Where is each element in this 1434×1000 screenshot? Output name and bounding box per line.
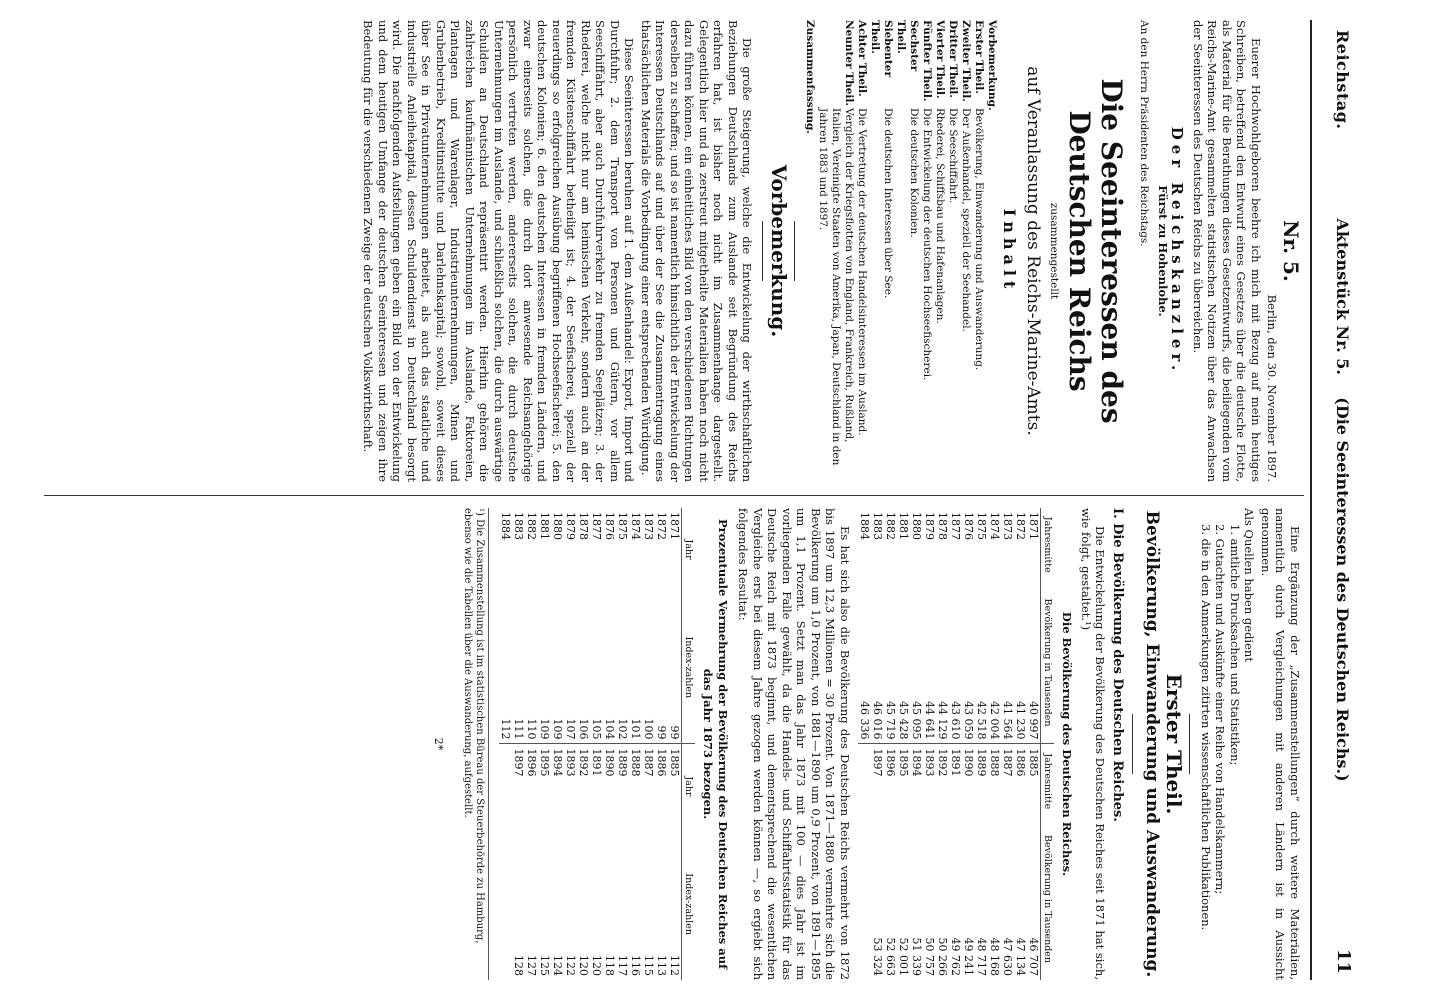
index-table-year: 1875 <box>616 512 629 540</box>
population-table-row <box>1001 508 1014 980</box>
population-table-year: 1877 <box>949 512 962 540</box>
index-table-value: 125 <box>538 955 551 976</box>
index-table-row <box>590 508 603 980</box>
index-table-value: 118 <box>603 955 616 976</box>
left-column <box>34 20 1304 482</box>
index-table-year: 1894 <box>551 744 564 828</box>
table-2-header: Jahr <box>682 508 696 591</box>
prelim-paragraph-2: Diese Seeinteressen beruhen auf 1. dem Außenhandel: Export, Import und Durchfuhr; 2. dem Transport von Personen und Gütern, vor allem Seeschiffahrt, aber auch Durchfuhrverkehr zu fremden Seeplätzen; 3. der Rhederei, welche nicht nur am heimischen Verkehr, sondern auch an der fremden Küstenschiffahrt betheiligt ist; 4. der Seefischerei, speziell der neuerdings so erfolgreichen Ausübung begriffenen Hochseefischerei; 5. den deutschen Kolonien; 6. den deutschen Interessen in fremden Ländern, und zwar einerseits solchen, die durch dort anwesende Reichsangehörige persönlich vertreten werden, andererseits solchen, die durch deutsche Unternehmungen im Auslande, und schließlich solchen, die durch auswärtige Schulden an Deutschland repräsentirt werden. Hierhin gehören die zahlreichen kaufmännischen Unternehmungen im Auslande, Faktoreien, Plantagen und Warenlager, Industrieunternehmungen, Minen und Grubenbetrieb, Kreditinstitute und Darlehnskapital; sowohl, soweit dieses über See in Privatunternehmungen arbeitet, als auch das staatliche und industrielle Anleihekapital, dessen Schuldendienst in Deutschland besorgt wird. Die nachfolgenden Aufstellungen geben ein Bild von der Entwickelung und dem heutigen Umfange der deutschen Seeinteressen und zeigen ihre Bedeutung für die verschiedenen Zweige der deutschen Volkswirthschaft. <box>361 20 637 482</box>
toc-item <box>803 20 816 482</box>
index-table-row <box>655 508 668 980</box>
toc-item-text: Die deutschen Interessen über See. <box>882 108 894 299</box>
population-table-value: 45 428 <box>897 700 910 740</box>
index-table-value: 120 <box>577 955 590 976</box>
index-table-row <box>616 508 629 980</box>
population-table-value: 48 717 <box>975 937 988 976</box>
toc-item <box>972 20 985 482</box>
toc-item-text <box>985 108 998 482</box>
toc-item-label: Fünfter Theil. <box>921 20 933 102</box>
table-1-header: Bevölkerung in Tausenden <box>1041 582 1055 744</box>
prelim-paragraph-1: Die große Steigerung, welche die Entwickelung der wirthschaftlichen Beziehungen Deutschlands zum Auslande seit Begründung des Reichs erfahren hat, ist bisher noch nicht im Zusammenhange dargestellt. Gelegentlich hier und da zerstreut mitgetheilte Materialien haben noch nicht dazu führen können, ein einheitliches Bild von den verschiedenen Richtungen derselben zu schaffen; und so ist namentlich hinsichtlich der Entwickelung der Interessen Deutschlands auf und über der See die Zusammentragung eines thatsächlichen Materials die Vorbedingung einer entsprechenden Würdigung. <box>639 20 755 482</box>
index-table-value: 117 <box>616 955 629 976</box>
analysis-text: Es hat sich also die Bevölkerung des Deutschen Reichs vermehrt von 1872 bis 1897 um 12,3 Millionen = 30 Prozent. Von 1871—1880 vermehrte sich die Bevölkerung um 1,0 Prozent, von 1881—1890 um 0,9 Prozent, von 1891—1895 um 1,1 Prozent. Setzt man das Jahr 1873 mit 100 — dies Jahr ist im vorliegenden Falle gewählt, da die Handels- und Schiffahrtsstatistik für das Deutsche Reich mit 1873 beginnt, und dementsprechend die wesentlichen Vergleiche erst bei diesem Jahre gezogen werden können —, so ergiebt sich folgendes Resultat: <box>736 508 852 980</box>
index-table-year: 1889 <box>616 744 629 828</box>
population-table-year: 1893 <box>923 744 936 818</box>
index-table-year: 1883 <box>512 512 525 540</box>
column-divider <box>44 495 1304 496</box>
index-table-year: 1895 <box>538 744 551 828</box>
population-table-row <box>897 508 910 980</box>
toc-item-text: Rhederei, Schiffsbau und Hafenanlagen. <box>934 108 946 324</box>
table-1-header: Jahresmitte <box>1041 744 1055 818</box>
index-table-year: 1872 <box>655 512 668 540</box>
index-table-value: 109 <box>551 718 564 740</box>
source-item: 2. Gutachten und Auskünfte einer Reihe von Handelskammern; <box>1213 524 1228 895</box>
toc-item <box>816 20 855 482</box>
index-table-year: 1886 <box>655 744 668 828</box>
index-table-value: 99 <box>655 725 668 740</box>
table-2-header: Index-zahlen <box>682 591 696 744</box>
running-header <box>1310 20 1362 980</box>
population-table-value: 43 059 <box>962 700 975 740</box>
index-table-year: 1888 <box>629 744 642 828</box>
index-table-row <box>538 508 551 980</box>
population-table-value: 49 762 <box>949 937 962 976</box>
population-table-year: 1894 <box>910 744 923 818</box>
index-table-year: 1876 <box>603 512 616 540</box>
population-table-year: 1882 <box>884 512 897 540</box>
index-table-year: 1879 <box>564 512 577 540</box>
population-table-year: 1883 <box>871 512 884 540</box>
population-table-value: 42 518 <box>975 700 988 740</box>
population-table-value: 45 095 <box>910 700 923 740</box>
index-table-value: 102 <box>616 718 629 740</box>
index-table-value: 127 <box>525 955 538 976</box>
footnote: ¹) Die Zusammenstellung ist im statistischen Büreau der Steuerbehörde zu Hamburg, ebenso wie die Tabellen über die Auswanderung, aufgestellt. <box>461 508 489 980</box>
right-column <box>34 508 1304 980</box>
index-table-value: 104 <box>603 718 616 740</box>
table-2-header: Jahr <box>682 744 696 828</box>
population-table-value: 49 241 <box>962 937 975 976</box>
population-table-year: 1885 <box>1027 744 1041 818</box>
toc-item-label: Erster Theil. <box>973 20 985 94</box>
index-table-value: 116 <box>629 955 642 976</box>
index-table-value: 122 <box>564 955 577 976</box>
population-table-year: 1886 <box>1014 744 1027 818</box>
index-table-year: 1874 <box>629 512 642 540</box>
index-table-year: 1881 <box>538 512 551 540</box>
index-table-value: 107 <box>564 718 577 740</box>
section-rule <box>763 221 764 281</box>
population-table-value: 50 266 <box>936 937 949 976</box>
population-table-row <box>858 508 871 980</box>
index-table-year: 1896 <box>525 744 538 828</box>
part-heading: Erster Theil. <box>1162 673 1187 815</box>
population-table-year: 1881 <box>897 512 910 540</box>
population-table-value: 42 004 <box>988 700 1001 740</box>
toc-item-label: Zweiter Theil. <box>960 20 972 102</box>
population-table-value: 44 641 <box>923 700 936 740</box>
population-table-year: 1891 <box>949 744 962 818</box>
index-table <box>499 508 695 980</box>
table-1-header: Bevölkerung in Tausenden <box>1041 818 1055 980</box>
population-table-year: 1890 <box>962 744 975 818</box>
section-1-text: Die Entwickelung der Bevölkerung des Deutschen Reiches seit 1871 hat sich, wie folgt, gestaltet.¹) <box>1079 508 1108 980</box>
index-table-row <box>551 508 564 980</box>
header-center-doc: Aktenstück Nr. 5. <box>1333 218 1352 375</box>
population-table-year: 1884 <box>858 512 871 540</box>
population-table-year: 1888 <box>988 744 1001 818</box>
sources-list <box>1199 508 1243 980</box>
index-table-value: 110 <box>525 718 538 740</box>
table-1-header: Jahresmitte <box>1041 508 1055 582</box>
signer-title: Der Reichskanzler. <box>1168 126 1187 376</box>
population-table-value: 50 757 <box>923 937 936 976</box>
index-table-value: 112 <box>499 718 512 740</box>
population-table-row <box>871 508 884 980</box>
population-table-value: 43 610 <box>949 700 962 740</box>
population-table-year: 1887 <box>1001 744 1014 818</box>
population-table-value: 52 001 <box>897 937 910 976</box>
table-2-title: Prozentuale Vermehrung der Bevölkerung des Deutschen Reiches auf das Jahr 1873 bezogen. <box>701 518 730 970</box>
index-table-row <box>603 508 616 980</box>
addressee: An den Herrn Präsidenten des Reichstags. <box>1138 20 1151 247</box>
population-table-year: 1875 <box>975 512 988 540</box>
population-table-year: 1874 <box>988 512 1001 540</box>
index-table-year: 1884 <box>499 512 512 540</box>
section-rule <box>1132 714 1133 774</box>
toc-item-label: Sechster Theil. <box>895 20 920 72</box>
index-table-value: 101 <box>629 718 642 740</box>
population-table-value: 45 719 <box>884 700 897 740</box>
index-table-year: 1871 <box>668 512 681 540</box>
population-table-value: 46 336 <box>858 700 871 740</box>
main-title: Die Seeinteressen des Deutschen Reichs <box>1063 78 1128 424</box>
index-table-value: 109 <box>538 718 551 740</box>
toc-item <box>894 20 920 482</box>
section-1-heading: I. Die Bevölkerung des Deutschen Reiches. <box>1110 508 1125 822</box>
index-table-year: 1880 <box>551 512 564 540</box>
population-table-year: 1872 <box>1014 512 1027 540</box>
index-table-row <box>577 508 590 980</box>
population-table-year: 1873 <box>1001 512 1014 540</box>
population-table-value: 46 707 <box>1027 937 1040 976</box>
compiled-by: auf Veranlassung des Reichs-Marine-Amts. <box>1023 66 1044 436</box>
population-table-row <box>1027 508 1041 980</box>
population-table-year: 1889 <box>975 744 988 818</box>
index-table-year: 1890 <box>603 744 616 828</box>
index-table-row <box>642 508 655 980</box>
section-rule <box>1190 714 1191 774</box>
index-table-year <box>499 744 512 828</box>
index-table-year: 1885 <box>668 744 682 828</box>
intro-text: Eine Ergänzung der „Zusammenstellungen“ durch weitere Materialien, namentlich durch Vergleichungen mit anderen Ländern ist in Aussicht genommen. <box>1259 508 1302 980</box>
index-table-row <box>499 508 512 980</box>
page-number: 11 <box>1333 948 1354 974</box>
signer-name: Fürst zu Hohenlohe. <box>1156 185 1170 317</box>
toc-item-text: Bevölkerung, Einwanderung und Auswanderung. <box>973 108 985 371</box>
letter-text: Euerer Hochwohlgeboren beehre ich mich mit Bezug auf mein heutiges Schreiben, betreffend den Entwurf eines Gesetzes über die deutsche Flotte, als Material für die Berathungen dieses Gesetzentwurfs, die beiliegenden vom Reichs-Marine-Amt gesammelten statistischen Notizen über das Anwachsen der Seeinteressen des Deutschen Reichs zu überreichen. <box>1191 20 1263 482</box>
index-table-value: 112 <box>668 955 681 976</box>
source-item: 1. amtliche Drucksachen und Statistiken; <box>1228 524 1242 766</box>
index-table-year: 1892 <box>577 744 590 828</box>
index-table-year: 1877 <box>590 512 603 540</box>
index-table-value: 115 <box>642 955 655 976</box>
population-table-row <box>923 508 936 980</box>
toc-item-text: Die Seeschiffahrt. <box>947 108 959 204</box>
toc-item-text: Die Vertretung der deutschen Handelsinteressen im Ausland. <box>856 108 868 436</box>
population-table-value <box>858 818 871 980</box>
header-center-title: (Die Seeinteressen des Deutschen Reichs.) <box>1333 397 1352 782</box>
index-table-row <box>668 508 682 980</box>
toc-item <box>868 20 894 482</box>
toc-item <box>920 20 933 482</box>
header-center <box>1333 20 1352 980</box>
toc-item <box>946 20 959 482</box>
index-table-row <box>564 508 577 980</box>
population-table-year: 1892 <box>936 744 949 818</box>
index-table-row <box>525 508 538 980</box>
population-table-value: 53 324 <box>871 937 884 976</box>
population-table <box>858 508 1054 980</box>
dateline: Berlin, den 30. November 1897. <box>1265 294 1280 482</box>
toc-item <box>985 20 998 482</box>
toc-item-label: Dritter Theil. <box>947 20 959 98</box>
index-table-value <box>499 828 512 980</box>
population-table-row <box>1014 508 1027 980</box>
population-table-value: 48 168 <box>988 937 1001 976</box>
population-table-row <box>988 508 1001 980</box>
toc-item-text: Vergleich der Kriegsflotten von England, Frankreich, Rußland, Italien, Vereinigte Staaten von Amerika, Japan, Deutschland in den Jahren 1883 und 1897. <box>817 108 855 466</box>
population-table-year <box>858 744 871 818</box>
population-table-value: 51 339 <box>910 937 923 976</box>
index-table-value: 100 <box>642 718 655 740</box>
section-rule <box>794 221 795 281</box>
toc-item-text: Der Außenhandel, speziell der Seehandel. <box>960 108 972 332</box>
toc-item-label: Vierter Theil. <box>934 20 946 99</box>
index-table-value: 113 <box>655 955 668 976</box>
population-table-value: 40 997 <box>1027 700 1040 740</box>
population-table-year: 1880 <box>910 512 923 540</box>
index-table-value: 124 <box>551 955 564 976</box>
toc-item-label: Siebenter Theil. <box>869 20 894 77</box>
index-table-year: 1897 <box>512 744 525 828</box>
toc-item-text: Die Entwickelung der deutschen Hochseefischerei. <box>921 108 933 381</box>
index-table-year: 1878 <box>577 512 590 540</box>
population-table-row <box>910 508 923 980</box>
index-table-value: 99 <box>668 725 681 740</box>
header-left: Reichstag. <box>1333 30 1352 130</box>
population-table-year: 1871 <box>1027 512 1040 540</box>
toc-item-text: Die deutschen Kolonien. <box>908 108 920 238</box>
table-of-contents <box>803 20 998 482</box>
index-table-year: 1893 <box>564 744 577 828</box>
index-table-value: 111 <box>512 718 525 740</box>
population-table-year: 1876 <box>962 512 975 540</box>
toc-item-label: Achter Theil. <box>856 20 868 97</box>
index-table-year: 1887 <box>642 744 655 828</box>
toc-item-label: Vorbemerkung. <box>986 20 998 111</box>
toc-item-label: Neunter Theil. <box>843 20 855 107</box>
population-table-value: 47 630 <box>1001 937 1014 976</box>
page-mark: 2* <box>432 737 445 751</box>
index-table-value: 120 <box>590 955 603 976</box>
toc-item-label: Zusammenfassung. <box>804 20 816 134</box>
toc-heading: Inhalt <box>1000 208 1020 294</box>
population-table-year: 1897 <box>871 744 884 818</box>
index-table-row <box>512 508 525 980</box>
compiled-label: zusammengestellt <box>1048 202 1060 300</box>
toc-item-text <box>803 108 816 482</box>
sources-intro: Als Quellen haben gedient <box>1242 508 1257 662</box>
population-table-row <box>949 508 962 980</box>
index-table-year: 1891 <box>590 744 603 828</box>
index-table-value: 106 <box>577 718 590 740</box>
population-table-row <box>962 508 975 980</box>
part-title: Bevölkerung, Einwanderung und Auswanderung. <box>1142 510 1162 978</box>
population-table-value: 46 016 <box>871 700 884 740</box>
population-table-row <box>884 508 897 980</box>
prelim-heading: Vorbemerkung. <box>767 164 791 338</box>
population-table-row <box>975 508 988 980</box>
index-table-value: 128 <box>512 955 525 976</box>
index-table-row <box>629 508 642 980</box>
index-table-year: 1873 <box>642 512 655 540</box>
population-table-year: 1879 <box>923 512 936 540</box>
population-table-value: 41 564 <box>1001 700 1014 740</box>
index-table-year: 1882 <box>525 512 538 540</box>
population-table-value: 47 134 <box>1014 937 1027 976</box>
population-table-row <box>936 508 949 980</box>
table-1-title: Die Bevölkerung des Deutschen Reiches. <box>1060 611 1075 877</box>
population-table-value: 52 663 <box>884 937 897 976</box>
source-item: 3. die in den Anmerkungen zitirten wissenschaftlichen Publikationen. <box>1199 524 1213 931</box>
population-table-value: 44 129 <box>936 700 949 740</box>
toc-item <box>855 20 868 482</box>
population-table-year: 1878 <box>936 512 949 540</box>
index-table-value: 105 <box>590 718 603 740</box>
toc-item <box>959 20 972 482</box>
doc-number: Nr. 5. <box>1279 220 1303 282</box>
toc-item <box>933 20 946 482</box>
population-table-year: 1895 <box>897 744 910 818</box>
population-table-year: 1896 <box>884 744 897 818</box>
population-table-value: 41 230 <box>1014 700 1027 740</box>
table-2-header: Index-zahlen <box>682 828 696 980</box>
